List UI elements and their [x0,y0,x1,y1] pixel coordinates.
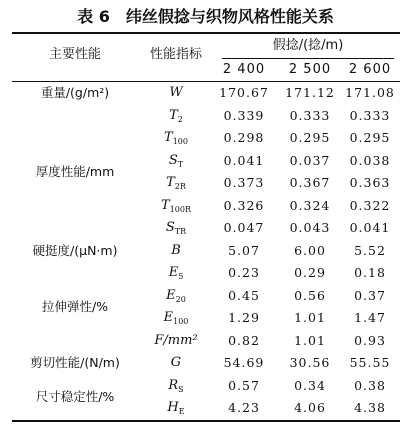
value-cell: 6.00 [294,242,326,258]
twist-level: 2 600 [348,62,392,77]
value-cell: 0.57 [228,377,260,393]
indicator-symbol: $T_{100R}$ [161,197,191,214]
twist-level: 2 500 [288,62,332,77]
indicator-symbol: W [169,85,183,100]
header-rule [12,81,400,82]
value-cell: 0.363 [349,175,391,190]
indicator-symbol: $H_E$ [167,400,185,416]
header-twist-group: 假捻/(捻/m) [272,38,344,53]
value-cell: 0.339 [223,107,265,123]
indicator-symbol: $T_{100}$ [164,130,188,146]
value-cell: 0.82 [228,332,260,348]
value-cell: 170.67 [219,85,269,100]
indicator-symbol: G [170,355,182,370]
category-label: 尺寸稳定性/% [35,389,115,404]
indicator-symbol: $E_5$ [168,265,184,281]
value-cell: 54.69 [223,355,265,370]
value-cell: 0.56 [294,287,326,303]
value-cell: 1.29 [228,310,260,325]
indicator-symbol: B [171,242,181,258]
value-cell: 4.23 [228,400,260,415]
value-cell: 4.06 [294,400,326,415]
value-cell: 5.07 [228,242,260,258]
top-rule [12,32,400,34]
twist-level: 2 400 [222,62,266,77]
category-label: 硬挺度/(μN·m) [32,242,118,258]
category-label: 剪切性能/(N/m) [30,355,120,371]
value-cell: 0.326 [223,197,265,213]
value-cell: 0.23 [228,265,260,280]
value-cell: 0.295 [349,130,391,145]
indicator-symbol: $S_{TR}$ [165,220,187,236]
category-label: 重量/(g/m²) [40,85,110,101]
header-indicator: 性能指标 [149,47,202,62]
value-cell: 4.38 [354,400,386,415]
value-cell: 55.55 [349,355,391,370]
value-cell: 0.295 [289,130,331,145]
indicator-symbol: F/mm² [154,332,198,348]
bottom-rule [12,420,400,422]
table-caption: 表 6 纬丝假捻与织物风格性能关系 [77,7,334,26]
value-cell: 0.38 [354,377,386,393]
indicator-symbol: $S_T$ [168,152,184,169]
value-cell: 0.298 [223,130,265,145]
group-underline [222,58,394,59]
value-cell: 1.01 [294,332,326,348]
indicator-symbol: $R_S$ [168,377,184,394]
value-cell: 0.18 [354,265,386,280]
category-label: 拉伸弹性/% [41,299,109,314]
value-cell: 0.324 [289,197,331,213]
value-cell: 1.01 [294,310,326,325]
indicator-symbol: $E_{20}$ [166,287,186,304]
category-label: 厚度性能/mm [35,164,115,179]
value-cell: 0.047 [223,220,265,235]
value-cell: 0.367 [289,175,331,190]
value-cell: 1.47 [354,310,386,325]
indicator-symbol: $E_{100}$ [163,310,189,326]
value-cell: 0.93 [354,332,386,348]
value-cell: 0.043 [289,220,331,235]
value-cell: 30.56 [289,355,331,370]
value-cell: 0.041 [223,152,265,168]
value-cell: 171.08 [345,85,395,100]
indicator-symbol: $T_{2R}$ [166,175,186,191]
value-cell: 171.12 [285,85,335,100]
value-cell: 5.52 [354,242,386,258]
value-cell: 0.333 [349,107,391,123]
value-cell: 0.373 [223,175,265,190]
value-cell: 0.45 [228,287,260,303]
value-cell: 0.29 [294,265,326,280]
value-cell: 0.322 [349,197,391,213]
indicator-symbol: $T_2$ [169,107,183,124]
value-cell: 0.037 [289,152,331,168]
header-main-property: 主要性能 [48,47,101,62]
value-cell: 0.333 [289,107,331,123]
value-cell: 0.038 [349,152,391,168]
value-cell: 0.041 [349,220,391,235]
value-cell: 0.34 [294,377,326,393]
value-cell: 0.37 [354,287,386,303]
